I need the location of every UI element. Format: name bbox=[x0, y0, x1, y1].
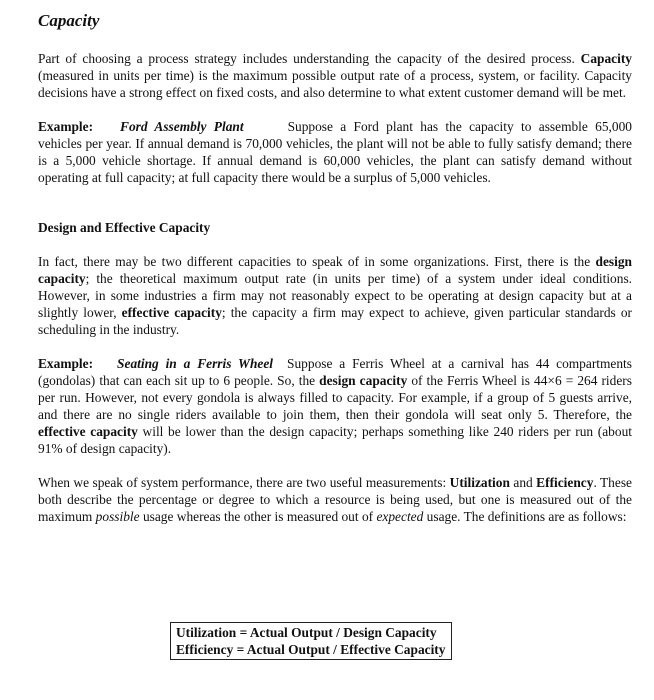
example-title: Ford Assembly Plant bbox=[120, 119, 244, 134]
possible-emphasis: possible bbox=[95, 509, 140, 524]
performance-paragraph: When we speak of system performance, there are two useful measurements: Utilization and Efficiency. These both describe the percentage or degree to which a resource is being used, but one is measured out of the maximum possible usage whereas the other is measured out of expected usage. The definitions are as follows: bbox=[38, 475, 632, 524]
capacity-term: Capacity bbox=[580, 51, 632, 66]
design-capacity-term: design capacity bbox=[38, 254, 632, 286]
design-capacity-paragraph: In fact, there may be two different capacities to speak of in some organizations. First, there is the design capacity; the theoretical maximum output rate (in units per time) of a system under ideal conditions. However, in some industries a firm may not reasonably expect to be operating at design capacity but at a slightly lower, effective capacity; the capacity a firm may expect to achieve, given particular standards or scheduling in the industry. bbox=[38, 254, 632, 337]
effective-capacity-term: effective capacity bbox=[38, 424, 138, 439]
utilization-formula: Utilization = Actual Output / Design Capacity bbox=[176, 625, 437, 640]
effective-capacity-term: effective capacity bbox=[121, 305, 222, 320]
example-label: Example: bbox=[38, 356, 94, 371]
example-title: Seating in a Ferris Wheel bbox=[117, 356, 274, 371]
example-ferris-paragraph: Example: Seating in a Ferris Wheel Suppose a Ferris Wheel at a carnival has 44 compartments (gondolas) that can each sit up to 6 people. So, the design capacity of the Ferris Wheel is 44×6 = 264 riders per run. However, not every gondola is always filled to capacity. For example, if a group of 5 guests arrive, and there are no single riders available to join them, then their gondola will seat only 5. Therefore, the effective capacity will be lower than the design capacity; perhaps something like 240 riders per run (about 91% of design capacity). bbox=[38, 356, 632, 456]
expected-emphasis: expected bbox=[376, 509, 424, 524]
example-label: Example: bbox=[38, 119, 94, 134]
section-heading: Design and Effective Capacity bbox=[38, 220, 211, 235]
design-capacity-term: design capacity bbox=[319, 373, 408, 388]
efficiency-formula: Efficiency = Actual Output / Effective Capacity bbox=[176, 642, 446, 657]
intro-paragraph: Part of choosing a process strategy includes understanding the capacity of the desired process. Capacity (measured in units per time) is the maximum possible output rate of a process, system, or facility. Capacity decisions have a strong effect on fixed costs, and also determine to what extent customer demand will be met. bbox=[38, 51, 632, 100]
document-page bbox=[38, 10, 632, 525]
example-ford-paragraph: Example: Ford Assembly Plant Suppose a Ford plant has the capacity to assemble 65,000 vehicles per year. If annual demand is 70,000 vehicles, the plant will not be able to fully satisfy demand; there is a 5,000 vehicle shortage. If annual demand is 60,000 vehicles, the plant can satisfy demand without operating at full capacity; at full capacity there would be a surplus of 5,000 vehicles. bbox=[38, 119, 632, 185]
efficiency-term: Efficiency bbox=[536, 475, 594, 490]
page-title: Capacity bbox=[38, 11, 100, 30]
utilization-term: Utilization bbox=[449, 475, 510, 490]
formula-box bbox=[170, 622, 452, 660]
